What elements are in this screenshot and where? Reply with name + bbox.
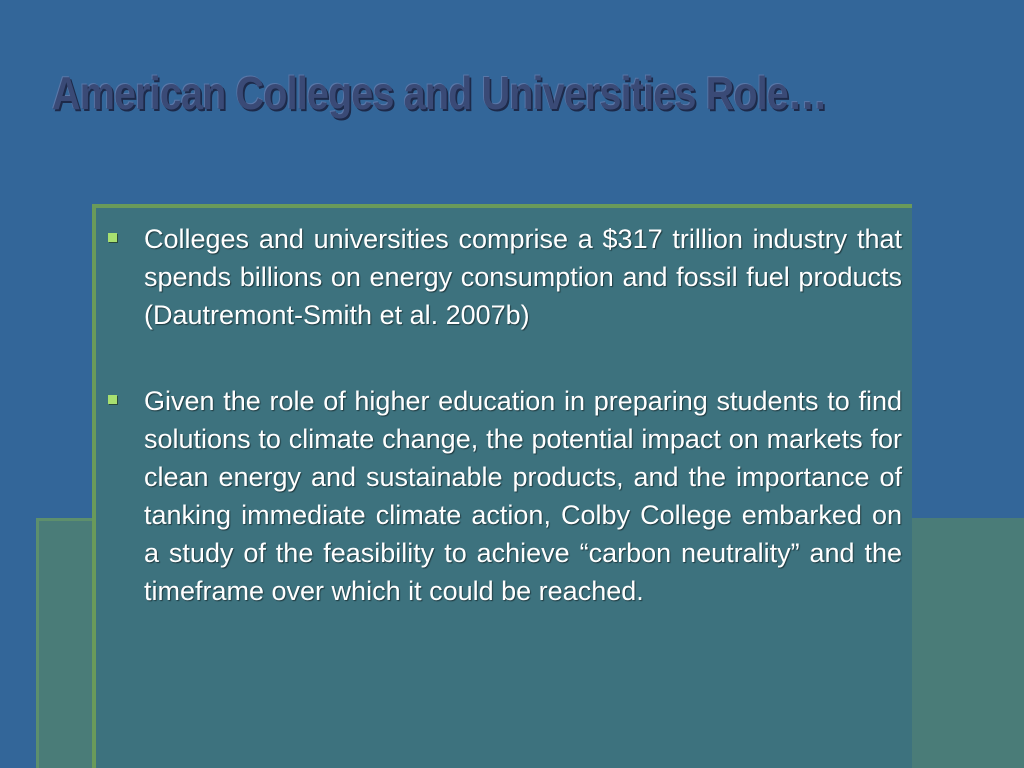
slide-title: American Colleges and Universities Role… — [52, 67, 827, 119]
bullet-text: Colleges and universities comprise a $317 trillion industry that spends billions on energy consumption and fossil fuel products (Dautremont-Smith et al. 2007b) — [144, 224, 902, 330]
bullet-item — [102, 220, 902, 334]
background-panel-right — [912, 518, 1024, 768]
bullet-text: Given the role of higher education in preparing students to find solutions to climate change, the potential impact on markets for clean energy and sustainable products, and the importance of tanking immediate climate action, Colby College embarked on a study of the feasibility to achieve “carbon neutrality” and the timeframe over which it could be reached. — [144, 386, 902, 606]
bullet-item — [102, 382, 902, 610]
bullet-list — [102, 220, 902, 658]
square-bullet-icon — [108, 395, 117, 404]
square-bullet-icon — [108, 233, 117, 242]
